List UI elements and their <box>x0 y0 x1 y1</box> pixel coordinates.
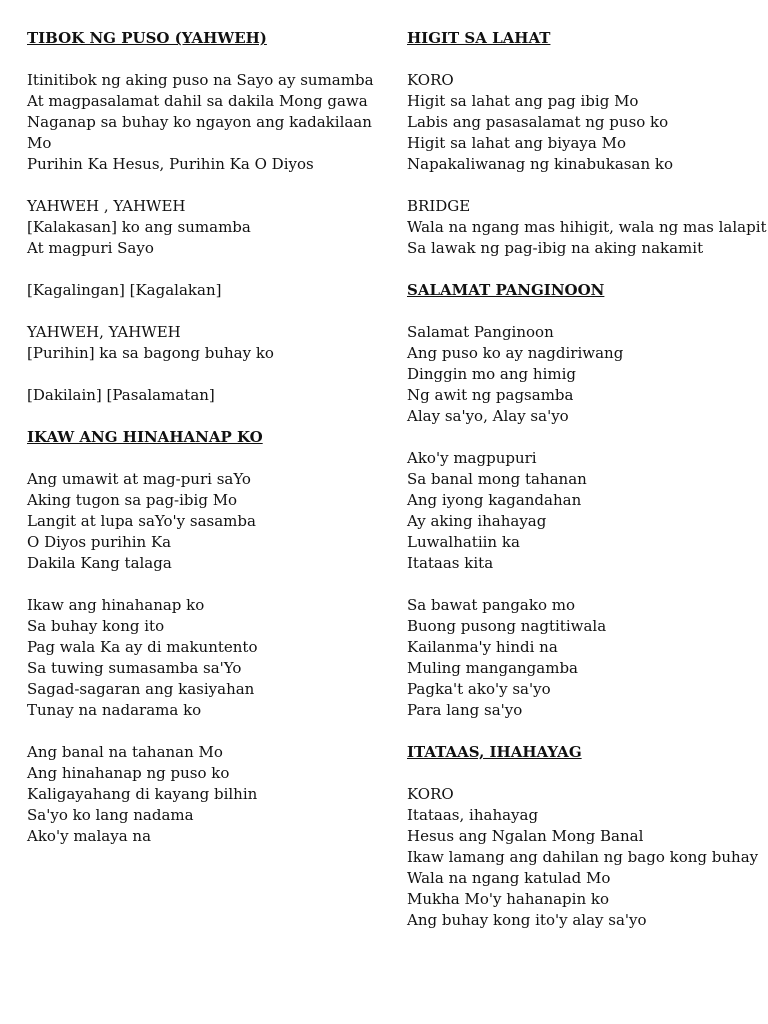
song-title: ITATAAS, IHAHAYAG <box>407 743 582 761</box>
lyric-line: Wala na ngang mas hihigit, wala ng mas lalapit <box>407 218 767 236</box>
lyric-stanza <box>407 70 767 175</box>
lyric-line: Alay sa'yo, Alay sa'yo <box>407 407 569 425</box>
song-block <box>27 28 387 406</box>
left-column <box>27 28 387 868</box>
lyric-line: At magpuri Sayo <box>27 239 154 257</box>
lyric-line: Ikaw lamang ang dahilan ng bago kong buhay <box>407 848 759 866</box>
lyric-line: Ikaw ang hinahanap ko <box>27 596 205 614</box>
song-title: IKAW ANG HINAHANAP KO <box>27 428 263 446</box>
lyric-stanza <box>27 595 387 721</box>
lyric-line: Sa tuwing sumasamba sa'Yo <box>27 659 242 677</box>
lyric-line: Ang iyong kagandahan <box>407 491 582 509</box>
song-title: SALAMAT PANGINOON <box>407 281 605 299</box>
lyric-line: Higit sa lahat ang biyaya Mo <box>407 134 626 152</box>
lyric-line: YAHWEH , YAHWEH <box>27 197 186 215</box>
lyric-line: Dinggin mo ang himig <box>407 365 576 383</box>
lyric-stanza <box>27 196 387 259</box>
lyric-line: Kaligayahang di kayang bilhin <box>27 785 258 803</box>
lyric-stanza <box>27 322 387 364</box>
lyric-stanza <box>27 742 387 847</box>
lyric-line: Sa lawak ng pag-ibig na aking nakamit <box>407 239 704 257</box>
song-block <box>407 742 767 931</box>
lyric-line: Sa banal mong tahanan <box>407 470 587 488</box>
lyric-line: Buong pusong nagtitiwala <box>407 617 607 635</box>
lyric-line: Napakaliwanag ng kinabukasan ko <box>407 155 674 173</box>
song-title: TIBOK NG PUSO (YAHWEH) <box>27 29 267 47</box>
lyric-line: Itataas kita <box>407 554 494 572</box>
lyric-line: Pag wala Ka ay di makuntento <box>27 638 258 656</box>
lyric-stanza <box>27 70 387 175</box>
lyric-stanza <box>407 595 767 721</box>
lyric-stanza <box>407 784 767 931</box>
lyric-line: KORO <box>407 71 454 89</box>
lyric-line: Ng awit ng pagsamba <box>407 386 574 404</box>
lyric-line: BRIDGE <box>407 197 471 215</box>
lyric-line: Higit sa lahat ang pag ibig Mo <box>407 92 639 110</box>
lyric-line: Sa'yo ko lang nadama <box>27 806 194 824</box>
lyric-line: Mukha Mo'y hahanapin ko <box>407 890 609 908</box>
lyric-line: Salamat Panginoon <box>407 323 554 341</box>
lyric-line: [Kalakasan] ko ang sumamba <box>27 218 251 236</box>
lyric-line: Ako'y malaya na <box>27 827 152 845</box>
lyric-stanza <box>407 448 767 574</box>
lyric-line: Ay aking ihahayag <box>407 512 547 530</box>
lyric-line: Wala na ngang katulad Mo <box>407 869 611 887</box>
song-block <box>27 427 387 847</box>
lyric-line: Ako'y magpupuri <box>407 449 537 467</box>
lyric-line: Dakila Kang talaga <box>27 554 172 572</box>
lyric-line: Sagad-sagaran ang kasiyahan <box>27 680 255 698</box>
lyric-line: Para lang sa'yo <box>407 701 523 719</box>
lyric-line: Tunay na nadarama ko <box>27 701 202 719</box>
lyric-line: Naganap sa buhay ko ngayon ang kadakilaan Mo <box>27 113 372 152</box>
lyric-line: [Kagalingan] [Kagalakan] <box>27 281 222 299</box>
lyric-line: Itinitibok ng aking puso na Sayo ay sumamba <box>27 71 374 89</box>
lyric-stanza <box>407 196 767 259</box>
lyric-line: Ang buhay kong ito'y alay sa'yo <box>407 911 647 929</box>
lyric-line: Sa buhay kong ito <box>27 617 165 635</box>
lyric-line: Ang puso ko ay nagdiriwang <box>407 344 624 362</box>
lyric-line: Ang banal na tahanan Mo <box>27 743 223 761</box>
right-column <box>407 28 767 952</box>
lyric-line: Pagka't ako'y sa'yo <box>407 680 551 698</box>
lyric-line: KORO <box>407 785 454 803</box>
lyric-line: Muling mangangamba <box>407 659 578 677</box>
lyric-line: O Diyos purihin Ka <box>27 533 172 551</box>
lyric-line: [Dakilain] [Pasalamatan] <box>27 386 215 404</box>
lyric-line: Sa bawat pangako mo <box>407 596 576 614</box>
lyric-line: Aking tugon sa pag-ibig Mo <box>27 491 238 509</box>
lyric-line: Luwalhatiin ka <box>407 533 520 551</box>
song-title: HIGIT SA LAHAT <box>407 29 551 47</box>
lyric-stanza <box>27 385 387 406</box>
song-block <box>407 28 767 259</box>
lyric-line: Langit at lupa saYo'y sasamba <box>27 512 256 530</box>
lyric-stanza <box>27 280 387 301</box>
lyric-line: Itataas, ihahayag <box>407 806 539 824</box>
lyric-stanza <box>27 469 387 574</box>
lyric-line: Labis ang pasasalamat ng puso ko <box>407 113 669 131</box>
lyric-line: Kailanma'y hindi na <box>407 638 558 656</box>
lyric-line: At magpasalamat dahil sa dakila Mong gawa <box>27 92 368 110</box>
lyric-line: Ang umawit at mag-puri saYo <box>27 470 251 488</box>
lyric-line: Ang hinahanap ng puso ko <box>27 764 230 782</box>
lyric-stanza <box>407 322 767 427</box>
lyric-line: Purihin Ka Hesus, Purihin Ka O Diyos <box>27 155 314 173</box>
lyric-line: YAHWEH, YAHWEH <box>27 323 181 341</box>
song-block <box>407 280 767 721</box>
lyric-line: [Purihin] ka sa bagong buhay ko <box>27 344 274 362</box>
lyric-line: Hesus ang Ngalan Mong Banal <box>407 827 644 845</box>
